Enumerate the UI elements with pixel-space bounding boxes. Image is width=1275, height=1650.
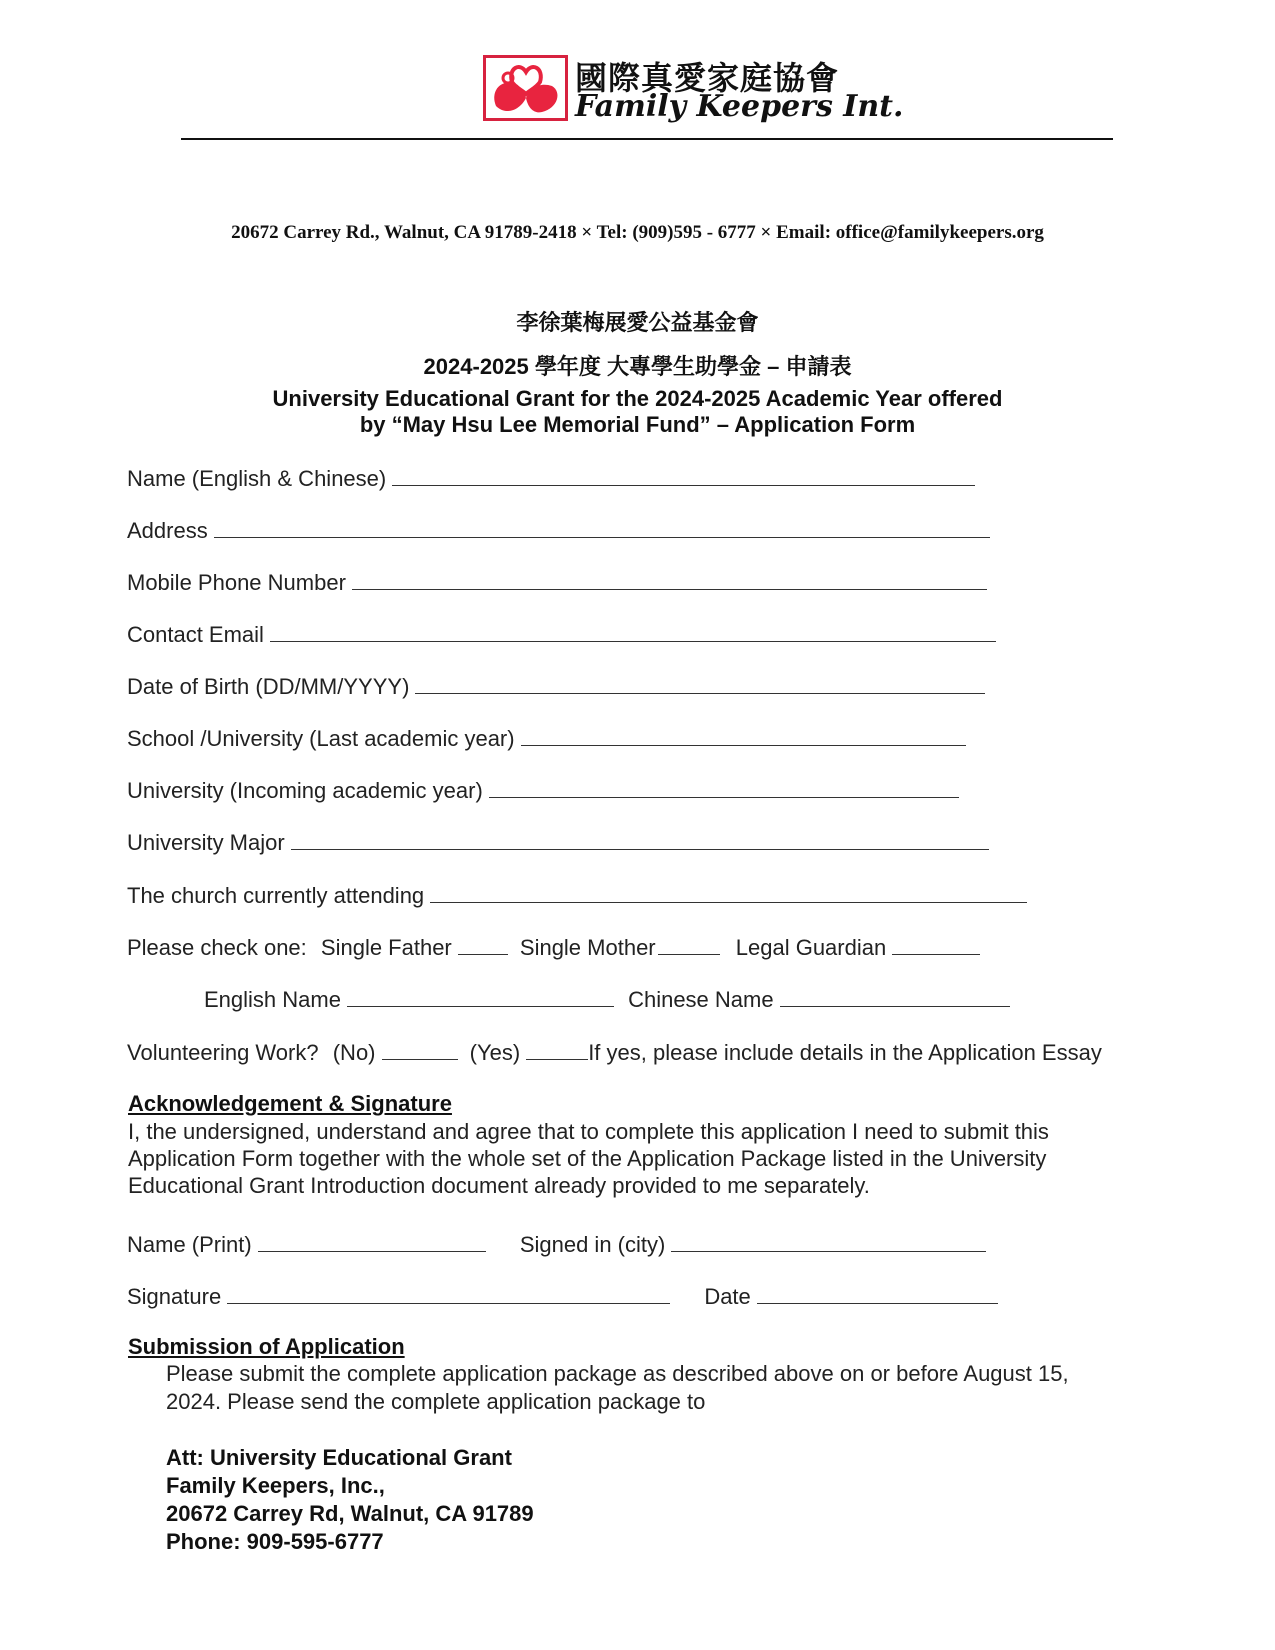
univ-incoming-label: University (Incoming academic year) xyxy=(127,778,483,803)
address-label: Address xyxy=(127,518,208,543)
year-title-cn: 2024-2025 學年度 大專學生助學金 – 申請表 xyxy=(423,354,852,379)
dob-label: Date of Birth (DD/MM/YYYY) xyxy=(127,674,410,699)
date-blank[interactable] xyxy=(757,1285,998,1304)
name-blank[interactable] xyxy=(392,467,975,486)
univ-incoming-blank[interactable] xyxy=(489,779,959,798)
acknowledgement-line-2: Application Form together with the whole set of the Application Package listed in the University xyxy=(128,1146,1047,1171)
volunteer-no-blank[interactable] xyxy=(382,1041,458,1060)
school-last-label: School /University (Last academic year) xyxy=(127,726,515,751)
major-blank[interactable] xyxy=(291,831,989,850)
univ-incoming-field-row xyxy=(127,778,959,804)
logo-english-text: Family Keepers Int. xyxy=(575,89,904,124)
mailing-address xyxy=(166,1444,534,1556)
contact-info: 20672 Carrey Rd., Walnut, CA 91789-2418 × Tel: (909)595 - 6777 × Email: office@familykeepers.org xyxy=(231,222,1044,243)
email-field-row xyxy=(127,622,996,648)
church-blank[interactable] xyxy=(430,884,1027,903)
major-field-row xyxy=(127,830,989,856)
signature-row xyxy=(127,1284,998,1310)
volunteer-no-label: (No) xyxy=(332,1040,376,1065)
address-phone: Phone: 909-595-6777 xyxy=(166,1529,384,1554)
name-print-blank[interactable] xyxy=(258,1233,486,1252)
volunteer-row xyxy=(127,1040,1102,1066)
mobile-field-row xyxy=(127,570,987,596)
name-print-label: Name (Print) xyxy=(127,1232,252,1257)
signed-in-blank[interactable] xyxy=(671,1233,986,1252)
church-label: The church currently attending xyxy=(127,883,425,908)
school-last-field-row xyxy=(127,726,966,752)
family-keepers-logo xyxy=(483,53,904,125)
church-field-row xyxy=(127,883,1027,909)
signature-blank[interactable] xyxy=(227,1285,670,1304)
address-organization: Family Keepers, Inc., xyxy=(166,1473,385,1498)
logo-chinese-text: 國際真愛家庭協會 xyxy=(575,59,840,97)
single-father-label: Single Father xyxy=(320,935,452,960)
header-divider xyxy=(181,138,1113,140)
name-label: Name (English & Chinese) xyxy=(127,466,387,491)
date-label: Date xyxy=(704,1284,751,1309)
mobile-label: Mobile Phone Number xyxy=(127,570,346,595)
address-street: 20672 Carrey Rd, Walnut, CA 91789 xyxy=(166,1501,534,1526)
submission-paragraph xyxy=(166,1360,1069,1416)
fund-title-cn: 李徐葉梅展愛公益基金會 xyxy=(516,310,759,335)
chinese-name-label: Chinese Name xyxy=(628,987,774,1012)
check-one-label: Please check one: xyxy=(127,935,307,960)
form-title-en-line2: by “May Hsu Lee Memorial Fund” – Application Form xyxy=(359,412,916,437)
heart-bow-icon xyxy=(486,58,565,118)
address-blank[interactable] xyxy=(214,519,990,538)
volunteer-note: If yes, please include details in the Application Essay xyxy=(588,1040,1102,1065)
submission-line-1: Please submit the complete application package as described above on or before August 15, xyxy=(166,1361,1069,1386)
name-field-row xyxy=(127,466,975,492)
chinese-name-blank[interactable] xyxy=(780,988,1010,1007)
acknowledgement-paragraph xyxy=(128,1118,1049,1199)
address-attention: Att: University Educational Grant xyxy=(166,1445,512,1470)
volunteer-label: Volunteering Work? xyxy=(127,1040,319,1065)
signature-label: Signature xyxy=(127,1284,222,1309)
logo-emblem xyxy=(483,55,568,121)
name-print-row xyxy=(127,1232,986,1258)
legal-guardian-blank[interactable] xyxy=(892,936,980,955)
volunteer-yes-blank[interactable] xyxy=(526,1041,588,1060)
english-name-blank[interactable] xyxy=(347,988,614,1007)
volunteer-yes-label: (Yes) xyxy=(469,1040,521,1065)
english-name-label: English Name xyxy=(204,987,341,1012)
email-blank[interactable] xyxy=(270,623,996,642)
address-field-row xyxy=(127,518,990,544)
signed-in-label: Signed in (city) xyxy=(519,1232,666,1257)
single-mother-blank[interactable] xyxy=(658,936,720,955)
major-label: University Major xyxy=(127,830,285,855)
form-title-en-line1: University Educational Grant for the 2024-2025 Academic Year offered xyxy=(272,386,1003,411)
acknowledgement-heading: Acknowledgement & Signature xyxy=(128,1091,452,1116)
dob-blank[interactable] xyxy=(415,675,985,694)
submission-line-2: 2024. Please send the complete application package to xyxy=(166,1389,706,1414)
dob-field-row xyxy=(127,674,985,700)
acknowledgement-line-3: Educational Grant Introduction document already provided to me separately. xyxy=(128,1173,870,1198)
parent-name-row xyxy=(204,987,1010,1013)
mobile-blank[interactable] xyxy=(352,571,987,590)
acknowledgement-line-1: I, the undersigned, understand and agree that to complete this application I need to submit this xyxy=(128,1119,1049,1144)
single-mother-label: Single Mother xyxy=(519,935,656,960)
guardian-check-row xyxy=(127,935,980,961)
single-father-blank[interactable] xyxy=(458,936,508,955)
school-last-blank[interactable] xyxy=(521,727,966,746)
email-label: Contact Email xyxy=(127,622,264,647)
legal-guardian-label: Legal Guardian xyxy=(735,935,887,960)
submission-heading: Submission of Application xyxy=(128,1334,405,1359)
